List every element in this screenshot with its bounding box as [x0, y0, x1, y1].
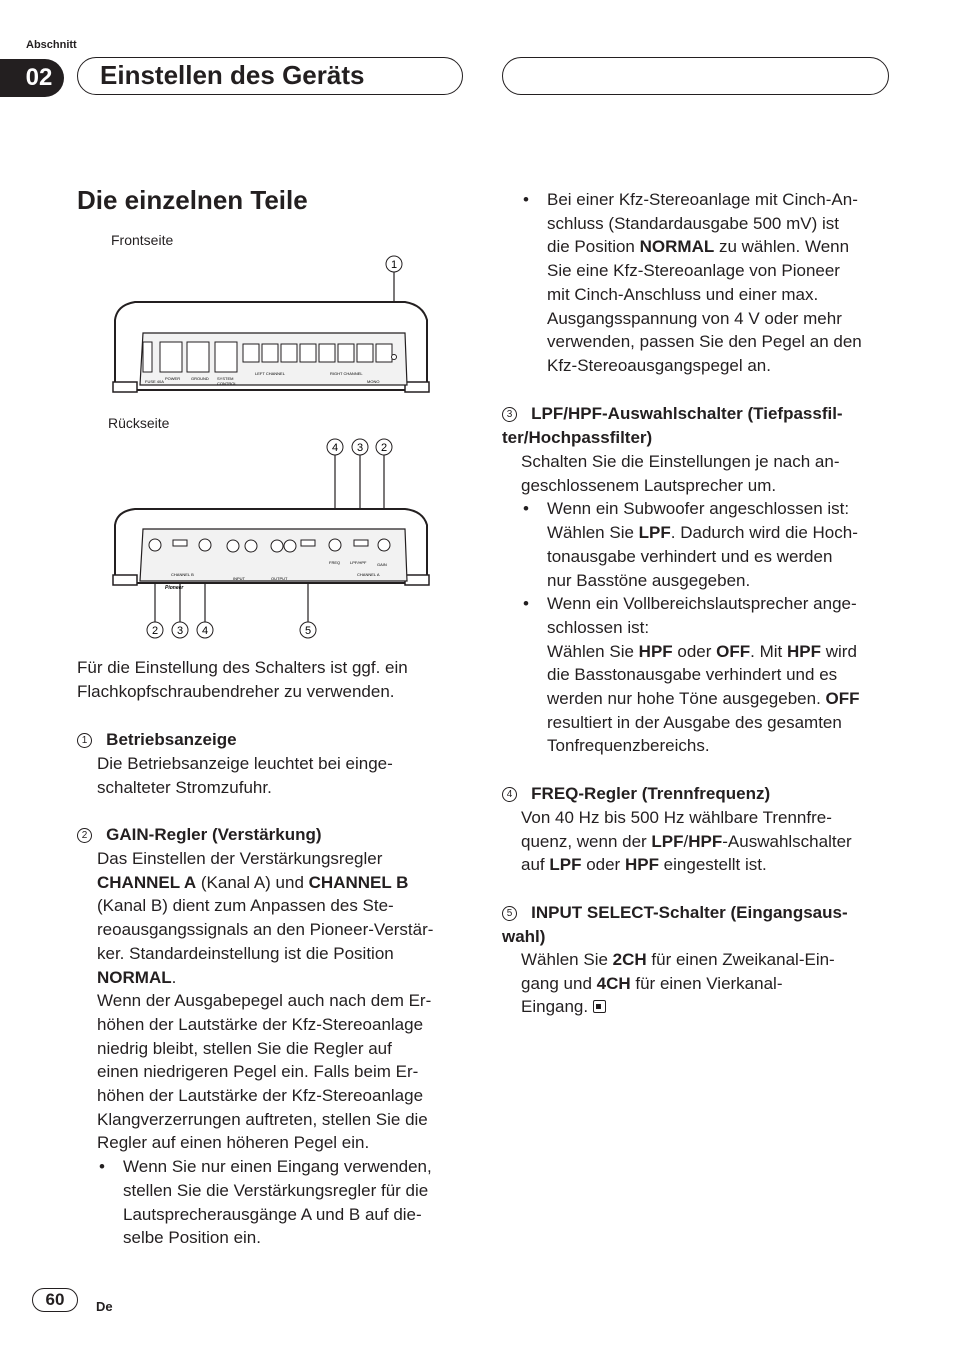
item2-bullet-1: • Wenn Sie nur einen Eingang verwenden, stellen Sie die Verstärkungsregler für die Lautsprecherausgänge A und B auf die- selbe Position ein.: [97, 1155, 477, 1250]
page-heading: Die einzelnen Teile: [77, 185, 308, 215]
item3-heading: 3 LPF/HPF-Auswahlschalter (Tiefpassfil- ter/Hochpassfilter): [502, 404, 843, 447]
rear-callout-4b: 4: [201, 625, 209, 637]
item4-body: Von 40 Hz bis 500 Hz wählbare Trennfre- quenz, wenn der LPF/HPF-Auswahlschalter auf LPF oder HPF eingestellt ist.: [521, 808, 852, 875]
item2-heading: 2 GAIN-Regler (Verstärkung): [77, 823, 322, 847]
item2-bullet-2: • Bei einer Kfz-Stereoanlage mit Cinch-An- schluss (Standardausgabe 500 mV) ist die Position NORMAL zu wählen. Wenn Sie eine Kfz-Stereoanlage von Pioneer mit Cinch-Anschluss und einer max. Ausgangsspannung von 4 V oder mehr verwenden, passen Sie den Pegel an den Kfz-Stereoausgangspegel an.: [521, 188, 901, 378]
front-view-diagram: [105, 250, 435, 410]
front-label-system: SYSTEM: [217, 376, 234, 381]
front-label-mono: MONO: [367, 379, 380, 384]
section-label: Abschnitt: [26, 39, 77, 51]
language-code: De: [96, 1299, 113, 1314]
rear-callout-4: 4: [331, 442, 339, 454]
item5-number: 5: [502, 906, 517, 921]
front-label-power: POWER: [165, 376, 181, 381]
item3-bullet-1: • Wenn ein Subwoofer angeschlossen ist: Wählen Sie LPF. Dadurch wird die Hoch- tonausgabe verhindert und es werden nur Basstöne ausgegeben.: [521, 497, 901, 592]
rear-callout-3: 3: [356, 442, 364, 454]
page-number: 60: [32, 1288, 78, 1312]
item2-number: 2: [77, 828, 92, 843]
item3-body: Schalten Sie die Einstellungen je nach an- geschlossenem Lautsprecher um. • Wenn ein Subwoofer angeschlossen ist: Wählen Sie LPF. Dadurch wird die Hoch- tonausgabe verhindert und es werden nur Basstöne ausgegeben. • Wenn ein Vollbereichslautsprecher ange- schlossen ist: Wählen Sie HPF oder OFF. Mit HPF wird die Basstonausgabe verhindert und es werden nur hohe Töne ausgegeben. OFF resultiert in der Ausgabe des gesamten Tonfrequenzbereichs.: [521, 450, 901, 758]
chapter-title: Einstellen des Geräts: [100, 60, 365, 90]
rear-callout-2: 2: [380, 442, 388, 454]
rear-label-channel-a: CHANNEL A: [357, 572, 380, 577]
item2-body: Das Einstellen der Verstärkungsregler CHANNEL A (Kanal A) und CHANNEL B (Kanal B) dient zum Anpassen des Ste- reoausgangssignals an den Pioneer-Verstär- ker. Standardeinstellung ist die Position NORMAL. Wenn der Ausgabepegel auch nach dem Er- höhen der Lautstärke der Kfz-Stereoanlage niedrig bleibt, stellen Sie die Regler auf einen niedrigeren Pegel ein. Falls beim Er- höhen der Lautstärke der Kfz-Stereoanlage Klangverzerrungen auftreten, stellen Sie die Regler auf einen höheren Pegel ein. • Wenn Sie nur einen Eingang verwenden, stellen Sie die Verstärkungsregler für die Lautsprecherausgänge A und B auf die- selbe Position ein.: [97, 847, 477, 1250]
item5-body: Wählen Sie 2CH für einen Zweikanal-Ein- gang und 4CH für einen Vierkanal- Eingang.: [521, 950, 835, 1017]
item3-bullet-2: • Wenn ein Vollbereichslautsprecher ange- schlossen ist: Wählen Sie HPF oder OFF. Mit HPF wird die Basstonausgabe verhindert und es werden nur hohe Töne ausgegeben. OFF resultiert in der Ausgabe des gesamten Tonfrequenzbereichs.: [521, 592, 901, 758]
item1-body: Die Betriebsanzeige leuchtet bei einge- schalteter Stromzufuhr.: [97, 754, 393, 797]
section-end-icon: [593, 1000, 606, 1013]
rear-view-diagram: [105, 433, 435, 643]
item4-heading: 4 FREQ-Regler (Trennfrequenz): [502, 782, 770, 806]
item3-number: 3: [502, 407, 517, 422]
item4-number: 4: [502, 787, 517, 802]
item5-heading: 5 INPUT SELECT-Schalter (Eingangsaus- wahl): [502, 903, 848, 946]
front-label-control: CONTROL: [217, 381, 237, 386]
rear-callout-5: 5: [304, 625, 312, 637]
rear-label-input: INPUT: [233, 576, 245, 581]
item1-heading: 1 Betriebsanzeige: [77, 728, 237, 752]
rear-label-gain: GAIN: [377, 562, 387, 567]
chapter-number-badge: 02: [0, 59, 64, 97]
front-caption: Frontseite: [111, 232, 174, 248]
item1-number: 1: [77, 733, 92, 748]
rear-label-lpfhpf: LPF/HPF: [350, 560, 367, 565]
front-callout-1: 1: [390, 259, 398, 271]
front-label-left: LEFT CHANNEL: [255, 371, 285, 376]
rear-label-output: OUTPUT: [271, 576, 288, 581]
rear-callout-3b: 3: [176, 625, 184, 637]
rear-caption: Rückseite: [108, 415, 170, 431]
rear-callout-2b: 2: [151, 625, 159, 637]
front-label-fuse: FUSE 40A: [145, 379, 164, 384]
intro-paragraph: Für die Einstellung des Schalters ist ggf. ein Flachkopfschraubendreher zu verwenden.: [77, 658, 408, 701]
rear-label-channel-b: CHANNEL B: [171, 572, 194, 577]
rear-label-brand: Pioneer: [165, 585, 184, 591]
front-label-ground: GROUND: [191, 376, 209, 381]
rear-label-freq: FREQ: [329, 560, 341, 565]
front-label-right: RIGHT CHANNEL: [330, 371, 363, 376]
header-empty-frame: [502, 57, 889, 95]
